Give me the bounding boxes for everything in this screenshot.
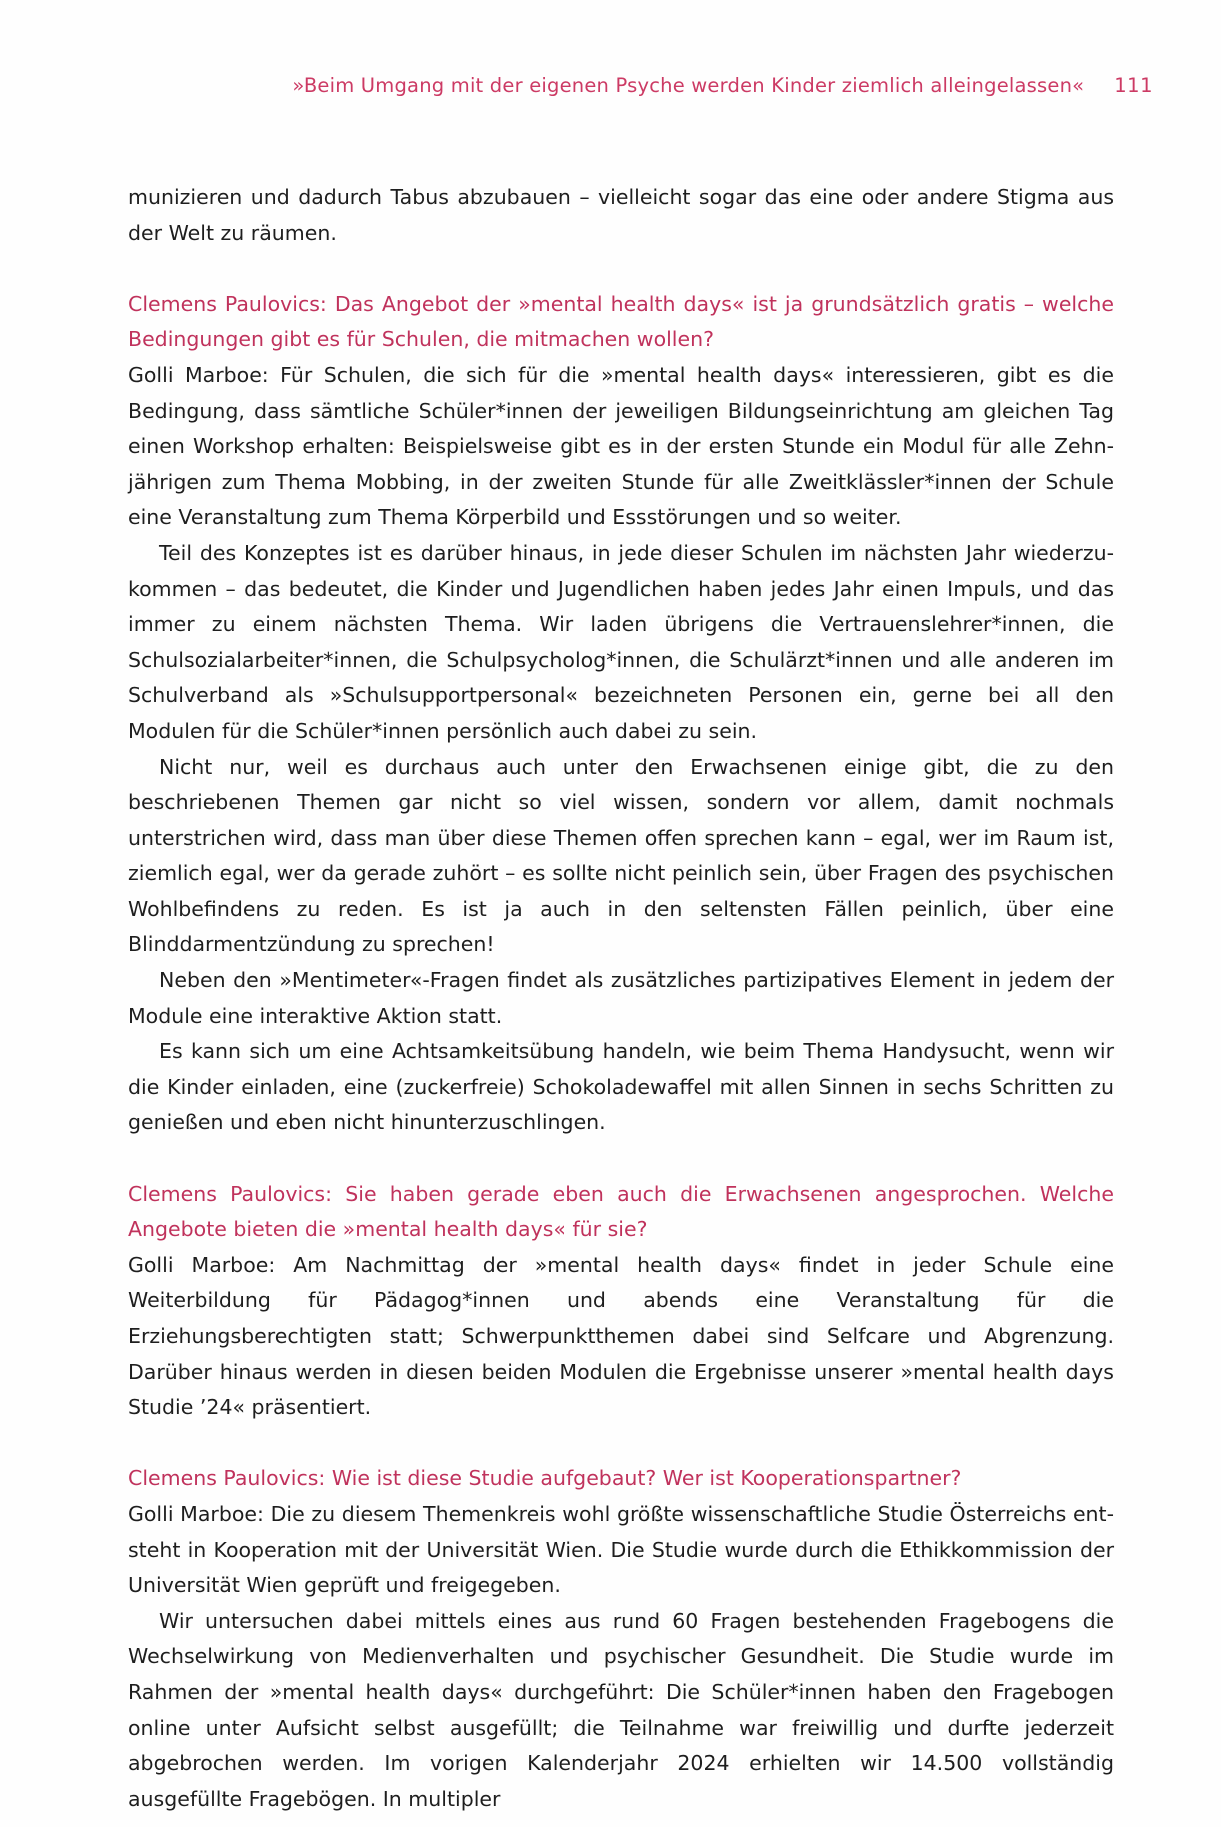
interview-answer: Golli Marboe: Am Nachmittag der »mental health days« findet in jeder Schule eine Weiterbildung für Pädagog*innen und abends eine Veranstaltung für die Erziehungsberechtigten statt; Schwerpunktthemen dabei sind Selfcare und Abgrenzung. Darüber hinaus werden in diesen beiden Modulen die Ergebnisse unserer »mental health days Studie ’24« präsentiert. xyxy=(128,1252,1114,1420)
interview-question: Clemens Paulovics: Sie haben gerade eben auch die Erwachsenen angesprochen. Welche Angebote bieten die »mental health days« für sie? xyxy=(128,1181,1114,1242)
paragraph: Nicht nur, weil es durchaus auch unter den Erwachsenen einige gibt, die zu den beschriebenen Themen gar nicht so viel wissen, sondern vor allem, damit nochmals unterstrichen wird, dass man über diese Themen offen sprechen kann – egal, wer im Raum ist, ziemlich egal, wer da gerade zuhört – es sollte nicht peinlich sein, über Fragen des psychischen Wohlbefindens zu reden. Es ist ja auch in den seltensten Fällen peinlich, über eine Blinddarmentzündung zu sprechen! xyxy=(128,754,1114,957)
section-gap xyxy=(128,1426,1114,1462)
interview-question: Clemens Paulovics: Wie ist diese Studie aufgebaut? Wer ist Kooperationspartner? xyxy=(128,1466,962,1491)
interview-question: Clemens Paulovics: Das Angebot der »mental health days« ist ja grundsätzlich gratis – welche Bedingungen gibt es für Schulen, die mitmachen wollen? xyxy=(128,291,1114,352)
paragraph: Es kann sich um eine Achtsamkeitsübung handeln, wie beim Thema Handysucht, wenn wir die Kinder einladen, eine (zuckerfreie) Schokoladewaffel mit allen Sinnen in sechs Schritten zu genießen und eben nicht hinunterzuschlingen. xyxy=(128,1039,1114,1135)
page-number: 111 xyxy=(1114,74,1153,97)
section-gap xyxy=(128,1141,1114,1177)
section-gap xyxy=(128,251,1114,287)
running-header xyxy=(128,74,1153,97)
main-text xyxy=(128,180,1114,1817)
running-header-title: »Beim Umgang mit der eigenen Psyche werden Kinder ziemlich alleingelassen« xyxy=(292,74,1085,97)
interview-answer: Golli Marboe: Die zu diesem Themenkreis wohl größte wissenschaftliche Studie Österreichs entsteht in Kooperation mit der Universität Wien. Die Studie wurde durch die Ethikkommission der Universität Wien geprüft und freigegeben. xyxy=(128,1501,1114,1598)
paragraph: munizieren und dadurch Tabus abzubauen – vielleicht sogar das eine oder andere Stigma aus der Welt zu räumen. xyxy=(128,185,1114,245)
paragraph: Teil des Konzeptes ist es darüber hinaus, in jede dieser Schulen im nächsten Jahr wiederzukommen – das bedeutet, die Kinder und Jugendlichen haben jedes Jahr einen Impuls, und das immer zu einem nächsten Thema. Wir laden übrigens die Vertrauenslehrer*innen, die Schulsozialarbeiter*innen, die Schulpsycholog*innen, die Schulärzt*innen und alle anderen im Schulverband als »Schulsupportpersonal« bezeichneten Personen ein, gerne bei all den Modulen für die Schüler*innen persönlich auch dabei zu sein. xyxy=(128,540,1114,743)
interview-answer: Golli Marboe: Für Schulen, die sich für die »mental health days« interessieren, gibt es die Bedingung, dass sämtliche Schüler*innen der jeweiligen Bildungseinrichtung am gleichen Tag einen Workshop erhalten: Beispielsweise gibt es in der ersten Stunde ein Modul für alle Zehnjährigen zum Thema Mobbing, in der zweiten Stunde für alle Zweitklässler*innen der Schule eine Veranstaltung zum Thema Körperbild und Essstörungen und so weiter. xyxy=(128,362,1114,530)
paragraph: Neben den »Mentimeter«-Fragen findet als zusätzliches partizipatives Element in jedem der Module eine interaktive Aktion statt. xyxy=(128,968,1114,1028)
paragraph: Wir untersuchen dabei mittels eines aus rund 60 Fragen bestehenden Fragebogens die Wechselwirkung von Medienverhalten und psychischer Gesundheit. Die Studie wurde im Rahmen der »mental health days« durchgeführt: Die Schüler*innen haben den Fragebogen online unter Aufsicht selbst ausgefüllt; die Teilnahme war freiwillig und durfte jederzeit abgebrochen werden. Im vorigen Kalenderjahr 2024 erhielten wir 14.500 vollständig ausgefüllte Fragebögen. In multipler xyxy=(128,1608,1114,1811)
